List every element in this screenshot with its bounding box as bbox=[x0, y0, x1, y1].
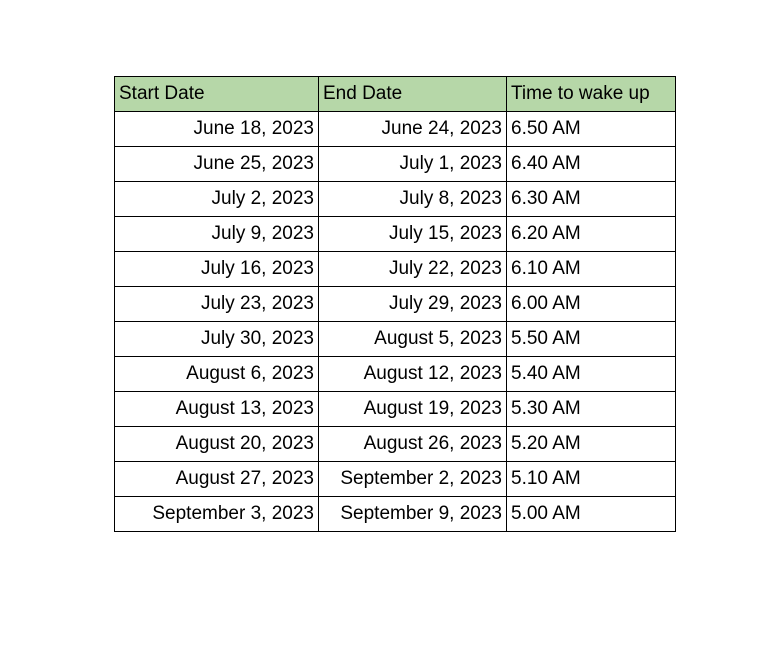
table-row bbox=[115, 357, 676, 392]
table-row bbox=[115, 147, 676, 182]
cell-start-date[interactable]: July 9, 2023 bbox=[115, 217, 319, 252]
cell-end-date[interactable]: September 2, 2023 bbox=[319, 462, 507, 497]
cell-wake-time[interactable]: 6.40 AM bbox=[507, 147, 676, 182]
cell-wake-time[interactable]: 5.00 AM bbox=[507, 497, 676, 532]
table-row bbox=[115, 252, 676, 287]
table-row bbox=[115, 427, 676, 462]
cell-end-date[interactable]: August 19, 2023 bbox=[319, 392, 507, 427]
header-row bbox=[115, 77, 676, 112]
cell-end-date[interactable]: June 24, 2023 bbox=[319, 112, 507, 147]
cell-wake-time[interactable]: 5.10 AM bbox=[507, 462, 676, 497]
cell-start-date[interactable]: June 18, 2023 bbox=[115, 112, 319, 147]
cell-end-date[interactable]: August 5, 2023 bbox=[319, 322, 507, 357]
cell-start-date[interactable]: August 6, 2023 bbox=[115, 357, 319, 392]
cell-start-date[interactable]: July 23, 2023 bbox=[115, 287, 319, 322]
cell-wake-time[interactable]: 6.00 AM bbox=[507, 287, 676, 322]
cell-start-date[interactable]: September 3, 2023 bbox=[115, 497, 319, 532]
cell-start-date[interactable]: August 13, 2023 bbox=[115, 392, 319, 427]
cell-end-date[interactable]: July 1, 2023 bbox=[319, 147, 507, 182]
cell-end-date[interactable]: August 26, 2023 bbox=[319, 427, 507, 462]
table-row bbox=[115, 497, 676, 532]
table-row bbox=[115, 462, 676, 497]
cell-wake-time[interactable]: 6.10 AM bbox=[507, 252, 676, 287]
cell-wake-time[interactable]: 5.40 AM bbox=[507, 357, 676, 392]
table-row bbox=[115, 182, 676, 217]
cell-start-date[interactable]: August 27, 2023 bbox=[115, 462, 319, 497]
cell-start-date[interactable]: July 2, 2023 bbox=[115, 182, 319, 217]
cell-wake-time[interactable]: 6.30 AM bbox=[507, 182, 676, 217]
table-row bbox=[115, 217, 676, 252]
cell-end-date[interactable]: August 12, 2023 bbox=[319, 357, 507, 392]
cell-wake-time[interactable]: 5.20 AM bbox=[507, 427, 676, 462]
wake-up-schedule-table bbox=[114, 76, 676, 532]
cell-end-date[interactable]: July 8, 2023 bbox=[319, 182, 507, 217]
cell-end-date[interactable]: July 15, 2023 bbox=[319, 217, 507, 252]
cell-start-date[interactable]: August 20, 2023 bbox=[115, 427, 319, 462]
table-row bbox=[115, 392, 676, 427]
cell-end-date[interactable]: September 9, 2023 bbox=[319, 497, 507, 532]
cell-wake-time[interactable]: 5.30 AM bbox=[507, 392, 676, 427]
cell-end-date[interactable]: July 29, 2023 bbox=[319, 287, 507, 322]
header-end-date[interactable]: End Date bbox=[319, 77, 507, 112]
table-row bbox=[115, 287, 676, 322]
table-row bbox=[115, 322, 676, 357]
header-time-to-wake-up[interactable]: Time to wake up bbox=[507, 77, 676, 112]
cell-start-date[interactable]: July 30, 2023 bbox=[115, 322, 319, 357]
cell-start-date[interactable]: June 25, 2023 bbox=[115, 147, 319, 182]
table-row bbox=[115, 112, 676, 147]
cell-wake-time[interactable]: 6.50 AM bbox=[507, 112, 676, 147]
header-start-date[interactable]: Start Date bbox=[115, 77, 319, 112]
cell-wake-time[interactable]: 5.50 AM bbox=[507, 322, 676, 357]
cell-wake-time[interactable]: 6.20 AM bbox=[507, 217, 676, 252]
cell-end-date[interactable]: July 22, 2023 bbox=[319, 252, 507, 287]
cell-start-date[interactable]: July 16, 2023 bbox=[115, 252, 319, 287]
